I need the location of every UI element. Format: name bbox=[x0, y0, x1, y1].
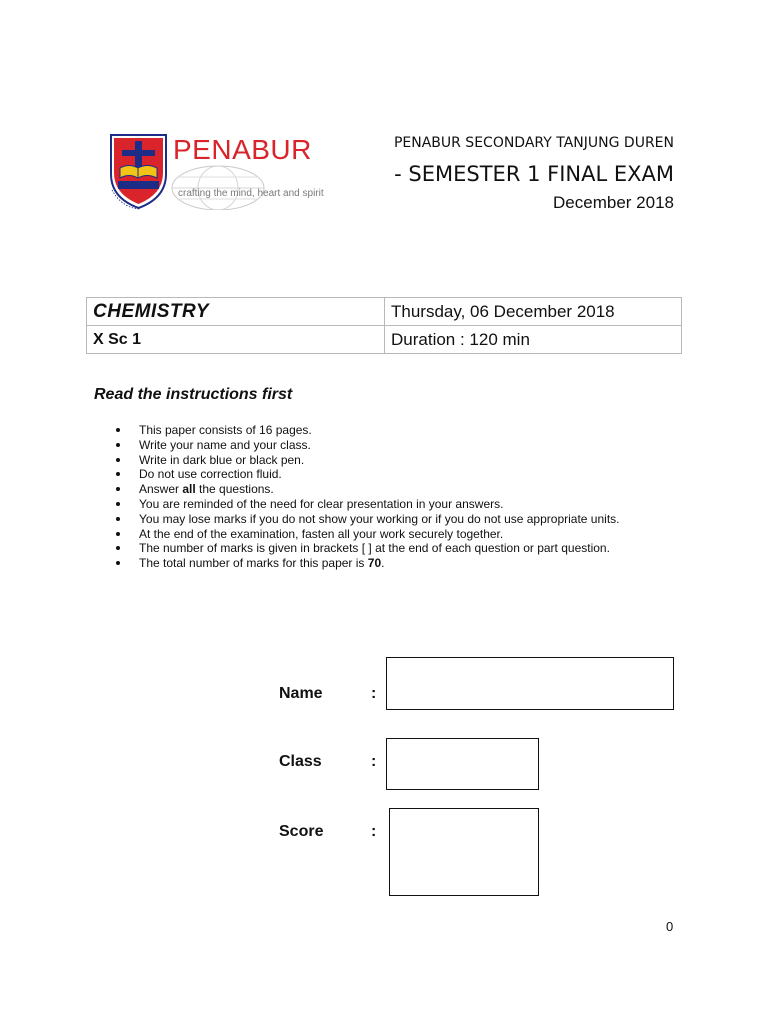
instruction-item: Write your name and your class. bbox=[108, 438, 708, 453]
info-row bbox=[87, 326, 682, 354]
instruction-text: . bbox=[381, 556, 385, 571]
class-code: X Sc 1 bbox=[93, 330, 142, 348]
score-label: Score bbox=[279, 823, 324, 840]
duration: Duration : 120 min bbox=[391, 329, 530, 349]
instruction-emphasis: 70 bbox=[367, 556, 382, 571]
school-name: PENABUR SECONDARY TANJUNG DUREN bbox=[393, 135, 674, 151]
exam-info-table bbox=[86, 297, 682, 354]
name-colon: : bbox=[371, 685, 377, 702]
instruction-text: Answer bbox=[139, 482, 183, 497]
class-colon: : bbox=[371, 753, 377, 770]
name-field[interactable] bbox=[386, 657, 674, 710]
duration-cell bbox=[385, 326, 682, 354]
instruction-item: Write in dark blue or black pen. bbox=[108, 453, 708, 468]
exam-date: Thursday, 06 December 2018 bbox=[391, 301, 615, 321]
exam-date-cell bbox=[385, 298, 682, 326]
score-field[interactable] bbox=[389, 808, 539, 896]
instructions-title: Read the instructions first bbox=[94, 386, 293, 403]
instructions-list bbox=[108, 423, 708, 571]
instruction-item: Do not use correction fluid. bbox=[108, 467, 708, 482]
penabur-logo bbox=[108, 130, 338, 210]
instruction-text: The total number of marks for this paper is bbox=[139, 556, 368, 571]
class-label: Class bbox=[279, 753, 322, 770]
info-row bbox=[87, 298, 682, 326]
exam-title: - SEMESTER 1 FINAL EXAM bbox=[394, 162, 674, 186]
logo-wordmark: PENABUR bbox=[173, 134, 312, 165]
instruction-item: You are reminded of the need for clear presentation in your answers. bbox=[108, 497, 708, 512]
instruction-item: This paper consists of 16 pages. bbox=[108, 423, 708, 438]
subject-cell bbox=[87, 298, 385, 326]
instruction-item: The number of marks is given in brackets [ ] at the end of each question or part question. bbox=[108, 541, 708, 556]
logo-tagline: crafting the mind, heart and spirit bbox=[178, 188, 324, 199]
score-colon: : bbox=[371, 823, 377, 840]
name-label: Name bbox=[279, 685, 323, 702]
exam-period: December 2018 bbox=[553, 193, 674, 212]
instruction-item bbox=[108, 556, 708, 571]
class-cell bbox=[87, 326, 385, 354]
instruction-item: At the end of the examination, fasten all your work securely together. bbox=[108, 527, 708, 542]
instruction-item: You may lose marks if you do not show your working or if you do not use appropriate units. bbox=[108, 512, 708, 527]
instruction-item bbox=[108, 482, 708, 497]
page-number: 0 bbox=[666, 919, 674, 934]
class-field[interactable] bbox=[386, 738, 539, 790]
instruction-emphasis: all bbox=[182, 482, 196, 497]
instruction-text: the questions. bbox=[195, 482, 274, 497]
subject: CHEMISTRY bbox=[93, 300, 210, 322]
